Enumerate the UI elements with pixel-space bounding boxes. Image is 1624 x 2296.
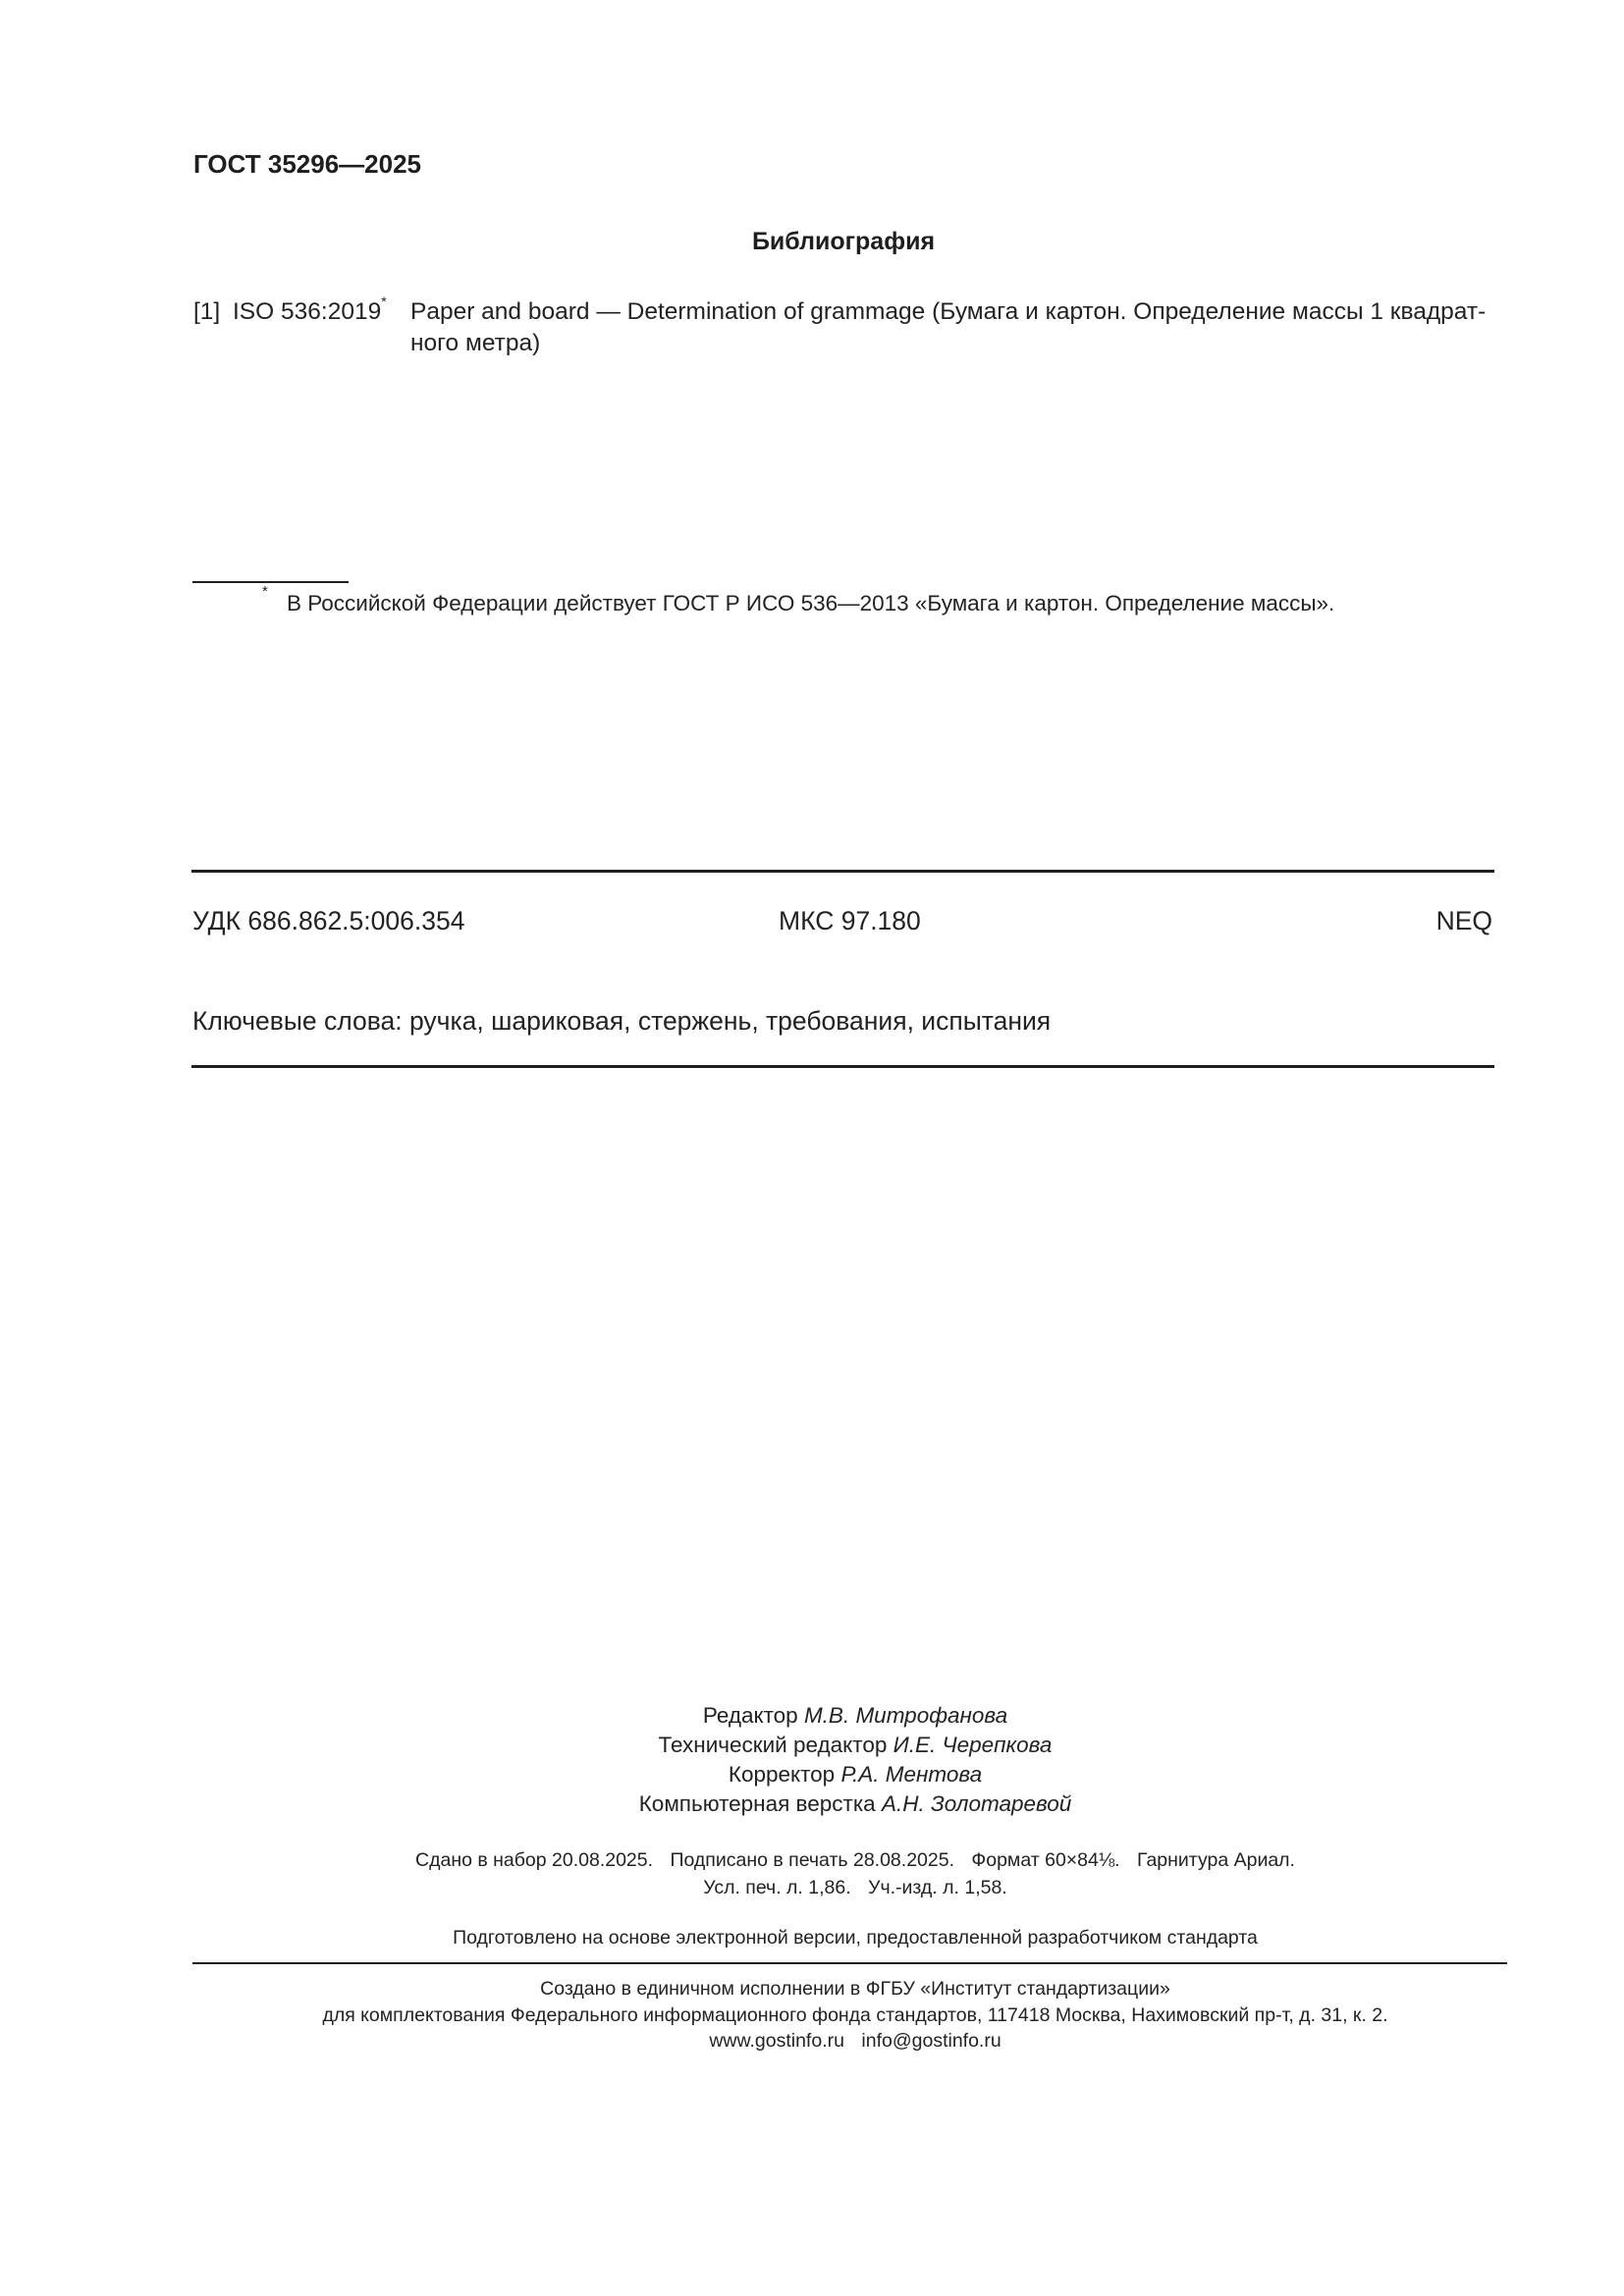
credit-name: И.Е. Черепкова [893, 1733, 1053, 1757]
publisher-divider [192, 1962, 1507, 1964]
bibliography-entry-description-line-1: Paper and board — Determination of grammage (Бумага и картон. Определение массы 1 квадрат- [410, 298, 1487, 325]
credit-editor [192, 1701, 1518, 1731]
credit-proofreader [192, 1760, 1518, 1789]
publisher-email-link[interactable]: info@gostinfo.ru [861, 2030, 1001, 2052]
publisher-contacts [192, 2028, 1518, 2055]
credit-name: Р.А. Ментова [840, 1762, 983, 1787]
paper-format: Формат 60×84⅛. [971, 1849, 1120, 1871]
credit-name: А.Н. Золотаревой [881, 1791, 1072, 1816]
publisher-website-link[interactable]: www.gostinfo.ru [709, 2030, 844, 2052]
credit-name: М.В. Митрофанова [803, 1703, 1008, 1728]
credit-role: Компьютерная верстка [638, 1791, 876, 1816]
credit-technical-editor [192, 1731, 1518, 1760]
footnote-text: В Российской Федерации действует ГОСТ Р ИСО 536—2013 «Бумага и картон. Определение массы». [287, 591, 1335, 615]
print-info-line-2 [192, 1874, 1518, 1901]
credit-role: Корректор [728, 1762, 836, 1787]
prepared-note: Подготовлено на основе электронной версии, предоставленной разработчиком стандарта [453, 1927, 1258, 1949]
udk-code: УДК 686.862.5:006.354 [192, 906, 465, 935]
bibliography-entry-number: [1] [193, 298, 221, 325]
credit-role: Редактор [702, 1703, 798, 1728]
document-header-standard-id: ГОСТ 35296—2025 [193, 149, 421, 179]
publisher-block [192, 1976, 1518, 2055]
publishing-sheets: Уч.-изд. л. 1,58. [868, 1877, 1007, 1898]
typeface: Гарнитура Ариал. [1136, 1849, 1295, 1871]
credit-role: Технический редактор [658, 1733, 888, 1757]
footnote-mark: * [262, 583, 268, 600]
print-info-line-1 [192, 1846, 1518, 1874]
divider-bottom [191, 1065, 1494, 1068]
bibliography-entry-code-text: ISO 536:2019 [233, 298, 382, 325]
bibliography-entry-code [233, 296, 387, 328]
footnote-separator [192, 581, 349, 583]
bibliography-title: Библиография [751, 228, 936, 255]
credit-layout [192, 1789, 1518, 1819]
signed-date: Подписано в печать 28.08.2025. [670, 1849, 954, 1871]
submitted-date: Сдано в набор 20.08.2025. [415, 1849, 654, 1871]
printed-sheets: Усл. печ. л. 1,86. [703, 1877, 851, 1898]
bibliography-entry-description-line-2: ного метра) [410, 330, 541, 356]
mks-code: МКС 97.180 [779, 906, 921, 935]
print-info [192, 1846, 1518, 1901]
classification-row [192, 905, 1494, 936]
publisher-line-2: для комплектования Федерального информационного фонда стандартов, 117418 Москва, Нахимовский пр-т, д. 31, к. 2. [322, 2003, 1388, 2026]
credits-block [192, 1701, 1518, 1819]
publisher-line-1: Создано в единичном исполнении в ФГБУ «Институт стандартизации» [540, 1978, 1170, 2000]
bibliography-entry-description [410, 296, 1500, 359]
divider-top [191, 870, 1494, 873]
footnote-reference-mark: * [381, 294, 387, 309]
equivalence-degree: NEQ [1435, 906, 1492, 935]
keywords: Ключевые слова: ручка, шариковая, стержень, требования, испытания [192, 1006, 1052, 1036]
